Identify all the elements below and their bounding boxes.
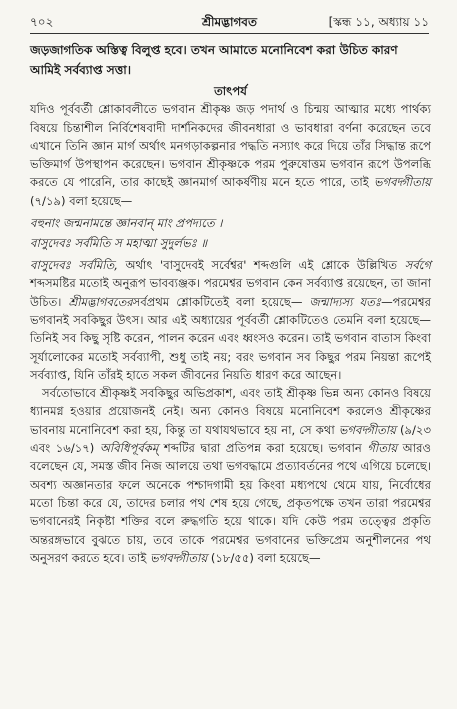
translation-text: জড়জাগতিক অস্তিত্ব বিলুপ্ত হবে। তখন আমাতে মনোনিবেশ করা উচিত কারণ আমিই সর্বব্যাপ্ত সত্তা।: [30, 43, 398, 77]
p2-quote-3: শ্রীমদ্ভাগবতের: [68, 294, 133, 309]
chapter-reference: [স্কন্ধ ১১, অধ্যায় ১১: [328, 15, 429, 29]
purport-paragraph-3: [30, 384, 431, 567]
running-header: [30, 14, 429, 32]
p2-quote-2: সর্বগে: [404, 258, 432, 273]
p3-quote-3: গীতায়: [367, 441, 398, 456]
purport-paragraph-1: [30, 100, 431, 210]
purport: [30, 100, 431, 567]
p2-quote-4: জন্মাদ্যস্য যতঃ: [309, 294, 382, 309]
page-number: ৭০২: [30, 15, 54, 29]
p1-reference-number: (৭/১৯) বলা হয়েছে—: [30, 193, 133, 208]
verse-line-2: বাসুদেবঃ সর্বমিতি স মহাত্মা সুদুর্লভঃ ॥: [30, 236, 208, 251]
body-text: [30, 40, 431, 567]
book-title: শ্রীমদ্ভাগবত: [201, 15, 257, 29]
p3-text-5: (১৮/৫৫) বলা হয়েছে—: [210, 550, 321, 565]
p3-quote-2: অবিধিপূর্বকম্: [99, 441, 159, 456]
purport-paragraph-2: [30, 256, 431, 384]
p2-quote-1: বাসুদেবঃ সর্বমিতি,: [30, 258, 118, 273]
header-rule: [30, 33, 429, 34]
p2-text-1: অর্থাৎ 'বাসুদেবই সর্বেশ্বর' শব্দগুলি এই শ্লোকে উল্লিখিত: [125, 258, 398, 273]
p3-text-4: আরও বলেছেন যে, সমস্ত জীব নিজ আলয়ে তথা ভগবদ্ধামে প্রত্যাবর্তনের পথে এগিয়ে চলেছে। অবশ্য অজ্ঞানতার ফলে অনেকে পশ্চাদগামী হয় কিংবা মধ্যপথে থেমে যায়, নির্বোধের মতো চিন্তা করে যে, তাদের চলার পথ শেষ হয়ে গেছে, প্রকৃতপক্ষে তখন তারা পরমেশ্বর ভগবানেরই নিকৃষ্টা শক্তির বলে রুদ্ধগতি হয়ে থাকে। যদি কেউ পরম তত্ত্বের প্রকৃতি অন্তরঙ্গভাবে বুঝতে চায়, তবে তাকে পরমেশ্বর ভগবানের ভক্তিপ্রেম অনুশীলনের পথ অনুসরণ করতে হবে। তাই: [30, 441, 432, 565]
p3-quote-1: ভগবদ্গীতায়: [338, 422, 396, 437]
purport-heading: তাৎপর্য: [214, 84, 247, 98]
p1-text: যদিও পূর্ববর্তী শ্লোকাবলীতে ভগবান শ্রীকৃষ্ণ জড় পদার্থ ও চিন্ময় আত্মার মধ্যে পার্থক্য বিষয়ে চিন্তাশীল নির্বিশেষবাদী দার্শনিকদের জীবনধারা ও ভাবধারা বর্ণনা করেছেন তবে এখানে তিনি জ্ঞান মার্গ অর্থাৎ মনগড়াকল্পনার পদ্ধতি নস্যাৎ করে দিয়ে তাঁর সিদ্ধান্ত রূপে ভক্তিমার্গ উপস্থাপন করেছেন। ভগবান শ্রীকৃষ্ণকে পরম পুরুষোত্তম ভগবান রূপে উপলব্ধি করতে যে পারেনি, তার কাছেই জ্ঞানমার্গ আকর্ষণীয় মনে হতে পারে, তাই: [30, 102, 431, 190]
p2-text-3: সর্বপ্রথম শ্লোকটিতেই বলা হয়েছে—: [132, 294, 303, 309]
verse-line-1: বহুনাং জন্মনামন্তে জ্ঞানবান্ মাং প্রপদ্যতে ।: [30, 216, 223, 231]
sanskrit-verse: [30, 213, 431, 253]
p2-text-4: —পরমেশ্বর ভগবানই সবকিছুর উৎস। আর এই অধ্যায়ের পূর্ববর্তী শ্লোকটিতেও তেমনি বলা হয়েছে—তিনিই সব কিছু সৃষ্টি করেন, পালন করেন এবং ধ্বংসও করেন। তাই ভগবান বাতাস কিংবা সূর্যালোকের মতোই সর্বব্যাপী, শুধু তাই নয়; বরং ভগবান সব কিছুর পরম নিয়ন্তা রূপেই সর্বব্যাপ্ত, যিনি তাঁরই হাতে সকল জীবনের নিয়তি ধারণ করে আছেন।: [30, 294, 431, 382]
p3-text-1: সর্বতোভাবে শ্রীকৃষ্ণই সবকিছুর অভিপ্রকাশ, এবং তাই শ্রীকৃষ্ণ ভিন্ন অন্য কোনও বিষয়ে ধ্যানমগ্ন হওয়ার প্রয়োজনই নেই। অন্য কোনও বিষয়ে মনোনিবেশ করলেও শ্রীকৃষ্ণের ভাবনায় মনোনিবেশ করা হয়, কিন্তু তা যথাযথভাবে হয় না, সে কথা: [30, 386, 431, 437]
p3-text-3: শব্দটির দ্বারা প্রতিপন্ন করা হয়েছে। ভগবান: [163, 441, 362, 456]
p3-quote-4: ভগবদ্গীতায়: [150, 550, 208, 565]
p3-text-2: (৯/২৩ এবং ১৬/১৭): [30, 422, 432, 456]
p2-text-2: শব্দসমষ্টির মতোই অনুরূপ ভাবব্যঞ্জক। পরমেশ্বর ভগবান কেন সর্বব্যাপ্ত রয়েছেন, তা জানা উচিত।: [30, 276, 431, 309]
p1-reference: ভগবদ্গীতায়: [373, 175, 431, 190]
